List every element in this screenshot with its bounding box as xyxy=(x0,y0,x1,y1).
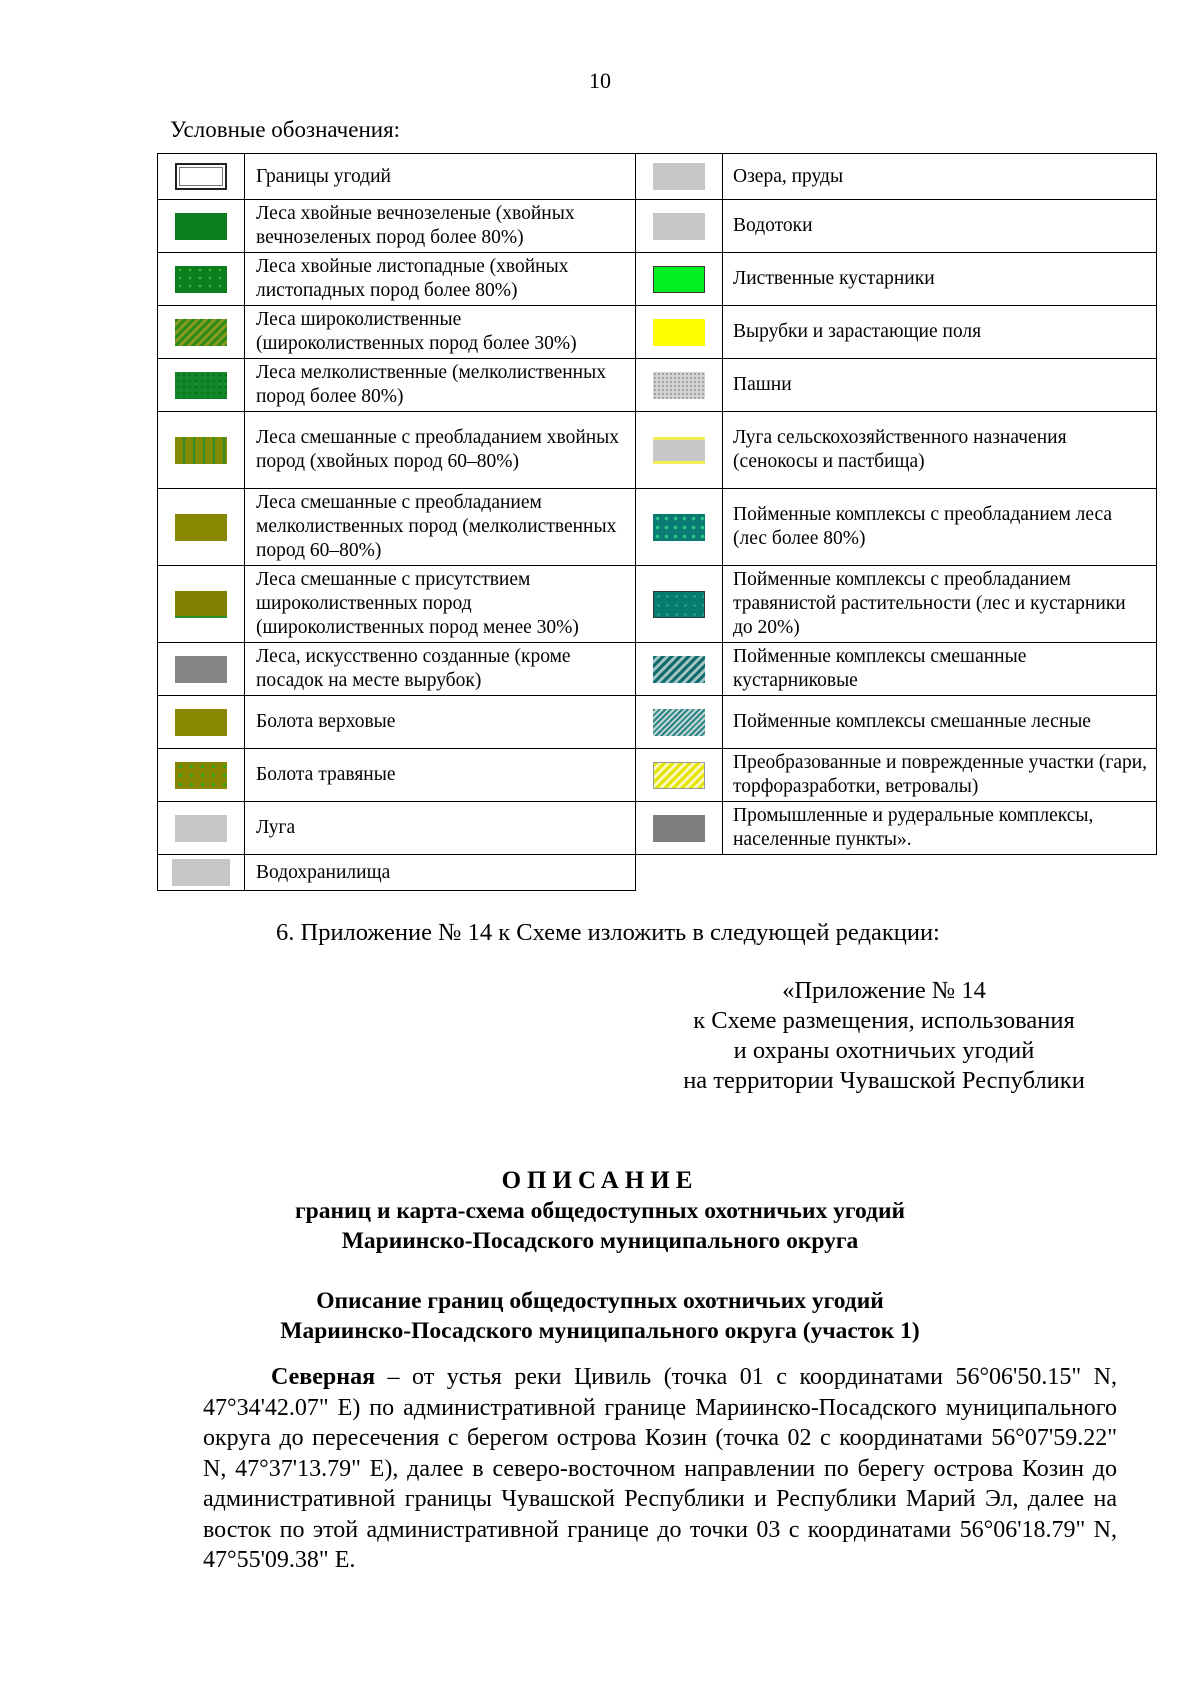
legend-swatch-cell xyxy=(158,696,245,749)
legend-row xyxy=(158,200,1157,253)
legend-swatch-lakes xyxy=(653,163,705,190)
legend-row xyxy=(158,802,1157,855)
legend-swatch-cell xyxy=(158,154,245,200)
legend-swatch-cell xyxy=(158,412,245,489)
legend-swatch-mixb xyxy=(175,591,227,618)
legend-label: Границы угодий xyxy=(245,154,636,200)
annex-line-1: «Приложение № 14 xyxy=(782,977,986,1004)
legend-label: Преобразованные и поврежденные участки (гари, торфоразработки, ветровалы) xyxy=(723,749,1157,802)
legend-swatch-cell xyxy=(636,566,723,643)
legend-swatch-stream xyxy=(653,213,705,240)
section-heading-line-2: Мариинско-Посадского муниципального округа (участок 1) xyxy=(280,1318,920,1344)
legend-label: Леса, искусственно созданные (кроме посадок на месте вырубок) xyxy=(245,643,636,696)
legend-label: Леса смешанные с преобладанием хвойных пород (хвойных пород 60–80%) xyxy=(245,412,636,489)
legend-label: Вырубки и зарастающие поля xyxy=(723,306,1157,359)
legend-swatch-cell xyxy=(636,306,723,359)
page-number: 10 xyxy=(589,68,611,93)
legend-row xyxy=(158,855,1157,891)
legend-swatch-small xyxy=(175,372,227,399)
legend-swatch-cell xyxy=(636,696,723,749)
legend-swatch-cell xyxy=(636,154,723,200)
legend-swatch-cell xyxy=(158,253,245,306)
item-6-text: 6. Приложение № 14 к Схеме изложить в следующей редакции: xyxy=(276,919,940,946)
legend-swatch-bogg xyxy=(175,762,227,789)
legend-label: Болота травяные xyxy=(245,749,636,802)
annex-line-4: на территории Чувашской Республики xyxy=(683,1067,1085,1094)
legend-swatch-cell xyxy=(636,643,723,696)
legend-label: Луга сельскохозяйственного назначения (сенокосы и пастбища) xyxy=(723,412,1157,489)
legend-swatch-cell xyxy=(158,802,245,855)
legend-swatch-cell xyxy=(636,253,723,306)
legend-swatch-cell xyxy=(158,359,245,412)
legend-label: Пойменные комплексы смешанные кустарниковые xyxy=(723,643,1157,696)
legend-row xyxy=(158,643,1157,696)
legend-label: Водохранилища xyxy=(245,855,636,891)
legend-swatch-cell xyxy=(158,306,245,359)
legend-swatch-cell xyxy=(158,749,245,802)
legend-label: Промышленные и рудеральные комплексы, населенные пункты». xyxy=(723,802,1157,855)
legend-swatch-mixs xyxy=(175,514,227,541)
legend-row xyxy=(158,489,1157,566)
legend-swatch-floodf xyxy=(653,514,705,541)
legend-swatch-larch xyxy=(175,266,227,293)
legend-label: Пойменные комплексы с преобладанием травянистой растительности (лес и кустарники до 20%) xyxy=(723,566,1157,643)
legend-row xyxy=(158,749,1157,802)
legend-label: Леса хвойные вечнозеленые (хвойных вечнозеленых пород более 80%) xyxy=(245,200,636,253)
legend-label: Лиственные кустарники xyxy=(723,253,1157,306)
legend-caption: Условные обозначения: xyxy=(170,117,401,142)
legend-row xyxy=(158,359,1157,412)
legend-row xyxy=(158,412,1157,489)
legend-label: Пойменные комплексы смешанные лесные xyxy=(723,696,1157,749)
legend-row xyxy=(158,253,1157,306)
legend-swatch-cut xyxy=(653,319,705,346)
legend-swatch-agri xyxy=(653,437,705,464)
section-heading-line-1: Описание границ общедоступных охотничьих угодий xyxy=(316,1288,884,1314)
subtitle-line-1: границ и карта-схема общедоступных охотничьих угодий xyxy=(294,1198,906,1224)
legend-swatch-border xyxy=(175,163,227,190)
legend-swatch-conif xyxy=(175,213,227,240)
legend-swatch-cell xyxy=(636,359,723,412)
legend-swatch-reserv xyxy=(172,859,230,886)
legend-label: Леса смешанные с преобладанием мелколиственных пород (мелколиственных пород 60–80%) xyxy=(245,489,636,566)
legend-swatch-meadow xyxy=(175,815,227,842)
legend-label: Болота верховые xyxy=(245,696,636,749)
legend-table xyxy=(157,153,1157,891)
legend-label: Леса хвойные листопадные (хвойных листопадных пород более 80%) xyxy=(245,253,636,306)
legend-swatch-cell xyxy=(158,489,245,566)
section-heading xyxy=(0,1286,1200,1346)
legend-label: Пойменные комплексы с преобладанием леса (лес более 80%) xyxy=(723,489,1157,566)
legend-swatch-cell xyxy=(158,200,245,253)
legend-swatch-shrub xyxy=(653,266,705,293)
legend-label: Пашни xyxy=(723,359,1157,412)
legend-swatch-floodg xyxy=(653,591,705,618)
legend-swatch-floods xyxy=(653,656,705,683)
legend-swatch-transf xyxy=(653,762,705,789)
legend-row xyxy=(158,154,1157,200)
legend-swatch-arable xyxy=(653,372,705,399)
subtitle-line-2: Мариинско-Посадского муниципального округа xyxy=(341,1228,859,1254)
legend-swatch-cell xyxy=(158,643,245,696)
document-subtitle xyxy=(0,1196,1200,1256)
legend-swatch-cell xyxy=(636,412,723,489)
legend-swatch-cell xyxy=(158,566,245,643)
legend-row xyxy=(158,696,1157,749)
legend-row xyxy=(158,306,1157,359)
legend-label: Леса широколиственные (широколиственных пород более 30%) xyxy=(245,306,636,359)
legend-swatch-artif xyxy=(175,656,227,683)
legend-label: Луга xyxy=(245,802,636,855)
legend-label: Водотоки xyxy=(723,200,1157,253)
legend-swatch-mixc xyxy=(175,437,227,464)
document-title: ОПИСАНИЕ xyxy=(501,1167,699,1194)
legend-swatch-cell xyxy=(636,489,723,566)
legend-row xyxy=(158,566,1157,643)
annex-header xyxy=(660,976,1108,1096)
legend-label: Леса мелколиственные (мелколиственных пород более 80%) xyxy=(245,359,636,412)
legend-swatch-cell xyxy=(636,200,723,253)
legend-empty-cell xyxy=(636,855,1157,891)
legend-swatch-broad xyxy=(175,319,227,346)
legend-swatch-floodm xyxy=(653,709,705,736)
annex-line-2: к Схеме размещения, использования xyxy=(693,1007,1075,1034)
legend-swatch-cell xyxy=(636,802,723,855)
legend-swatch-indust xyxy=(653,815,705,842)
legend-label: Озера, пруды xyxy=(723,154,1157,200)
annex-line-3: и охраны охотничьих угодий xyxy=(733,1037,1035,1064)
legend-label: Леса смешанные с присутствием широколиственных пород (широколиственных пород менее 30%) xyxy=(245,566,636,643)
paragraph-lead: Северная xyxy=(271,1364,376,1390)
paragraph-text: – от устья реки Цивиль (точка 01 с координатами 56°06'50.15" N, 47°34'42.07" E) по административной границе Мариинско-Посадского муниципального округа до пересечения с берегом острова Козин (точка 02 с координатами 56°07'59.22" N, 47°37'13.79" E), далее в северо-восточном направлении по берегу острова Козин до административной границы Чувашской Республики и Республики Марий Эл, далее на восток по этой административной границе до точки 03 с координатами 56°06'18.79" N, 47°55'09.38" E. xyxy=(203,1364,1117,1573)
legend-swatch-cell xyxy=(636,749,723,802)
legend-swatch-bogh xyxy=(175,709,227,736)
legend-swatch-cell xyxy=(158,855,245,891)
boundary-paragraph xyxy=(203,1362,1117,1576)
